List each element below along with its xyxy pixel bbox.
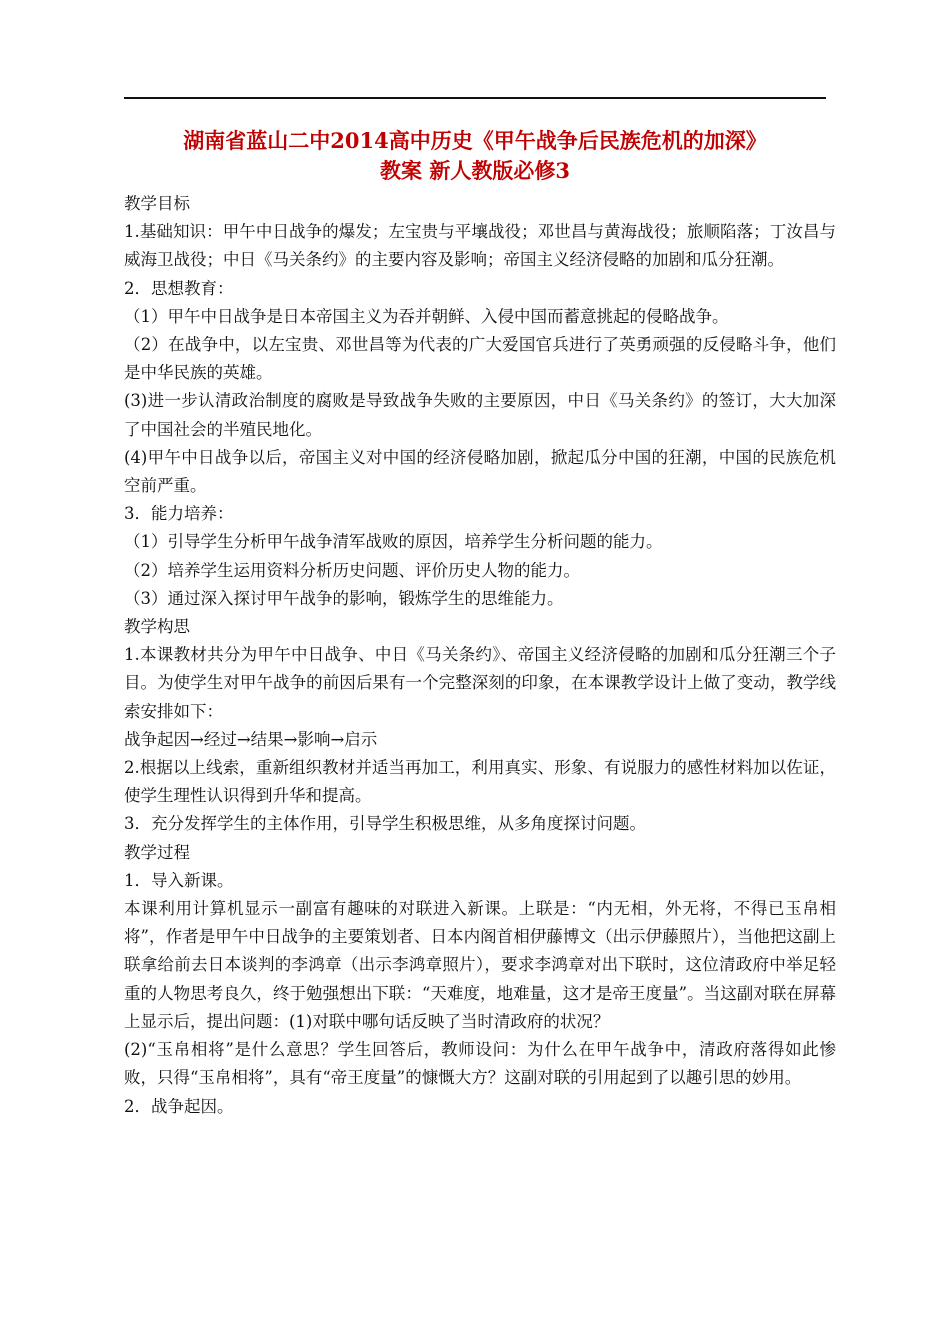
paragraph: （1）引导学生分析甲午战争清军战败的原因，培养学生分析问题的能力。 [124,532,663,552]
paragraph: (2)“玉帛相将”是什么意思？学生回答后，教师设问：为什么在甲午战争中，清政府落得如此惨败，只得“玉帛相将”，具有“帝王度量”的慷慨大方？这副对联的引用起到了以趣引思的妙用。 [124,1040,836,1088]
paragraph: 3．充分发挥学生的主体作用，引导学生积极思维，从多角度探讨问题。 [124,814,646,834]
paragraph: 2.根据以上线索，重新组织教材并适当再加工，利用真实、形象、有说服力的感性材料加以佐证，使学生理性认识得到升华和提高。 [124,758,836,806]
paragraph: 2．思想教育： [124,278,234,298]
paragraph: 2．战争起因。 [124,1096,234,1116]
paragraph: （1）甲午中日战争是日本帝国主义为吞并朝鲜、入侵中国而蓄意挑起的侵略战争。 [124,306,729,326]
document-body [124,190,836,1121]
section-heading-design: 教学构思 [124,617,190,637]
paragraph: 1．导入新课。 [124,870,234,890]
paragraph: （2）在战争中，以左宝贵、邓世昌等为代表的广大爱国官兵进行了英勇顽强的反侵略斗争，他们是中华民族的英雄。 [124,335,836,383]
paragraph: 本课利用计算机显示一副富有趣味的对联进入新课。上联是：“内无相，外无将，不得已玉帛相将”，作者是甲午中日战争的主要策划者、日本内阁首相伊藤博文（出示伊藤照片），当他把这副上联拿给前去日本谈判的李鸿章（出示李鸿章照片），要求李鸿章对出下联时，这位清政府中举足轻重的人物思考良久，终于勉强想出下联：“天难度，地难量，这才是帝王度量”。当这副对联在屏幕上显示后，提出问题：(1)对联中哪句话反映了当时清政府的状况？ [124,899,836,1031]
paragraph: (3)进一步认清政治制度的腐败是导致战争失败的主要原因，中日《马关条约》的签订，大大加深了中国社会的半殖民地化。 [124,391,836,439]
paragraph: （3）通过深入探讨甲午战争的影响，锻炼学生的思维能力。 [124,588,564,608]
section-heading-objectives: 教学目标 [124,194,190,213]
header-rule [124,97,826,99]
section-heading-process: 教学过程 [124,842,190,862]
paragraph: 1.本课教材共分为甲午中日战争、中日《马关条约》、帝国主义经济侵略的加剧和瓜分狂潮三个子目。为使学生对甲午战争的前因后果有一个完整深刻的印象，在本课教学设计上做了变动，教学线索安排如下： [124,645,836,721]
title-line-1: 湖南省蓝山二中2014高中历史《甲午战争后民族危机的加深》 [183,128,767,153]
paragraph: 3．能力培养： [124,504,234,524]
document-title [110,126,840,186]
paragraph: 1.基础知识：甲午中日战争的爆发；左宝贵与平壤战役；邓世昌与黄海战役；旅顺陷落；丁汝昌与威海卫战役；中日《马关条约》的主要内容及影响；帝国主义经济侵略的加剧和瓜分狂潮。 [124,222,836,270]
paragraph: （2）培养学生运用资料分析历史问题、评价历史人物的能力。 [124,560,580,580]
paragraph: (4)甲午中日战争以后，帝国主义对中国的经济侵略加剧，掀起瓜分中国的狂潮，中国的民族危机空前严重。 [124,447,836,496]
paragraph: 战争起因→经过→结果→影响→启示 [124,729,378,749]
title-line-2: 教案 新人教版必修3 [380,158,570,183]
